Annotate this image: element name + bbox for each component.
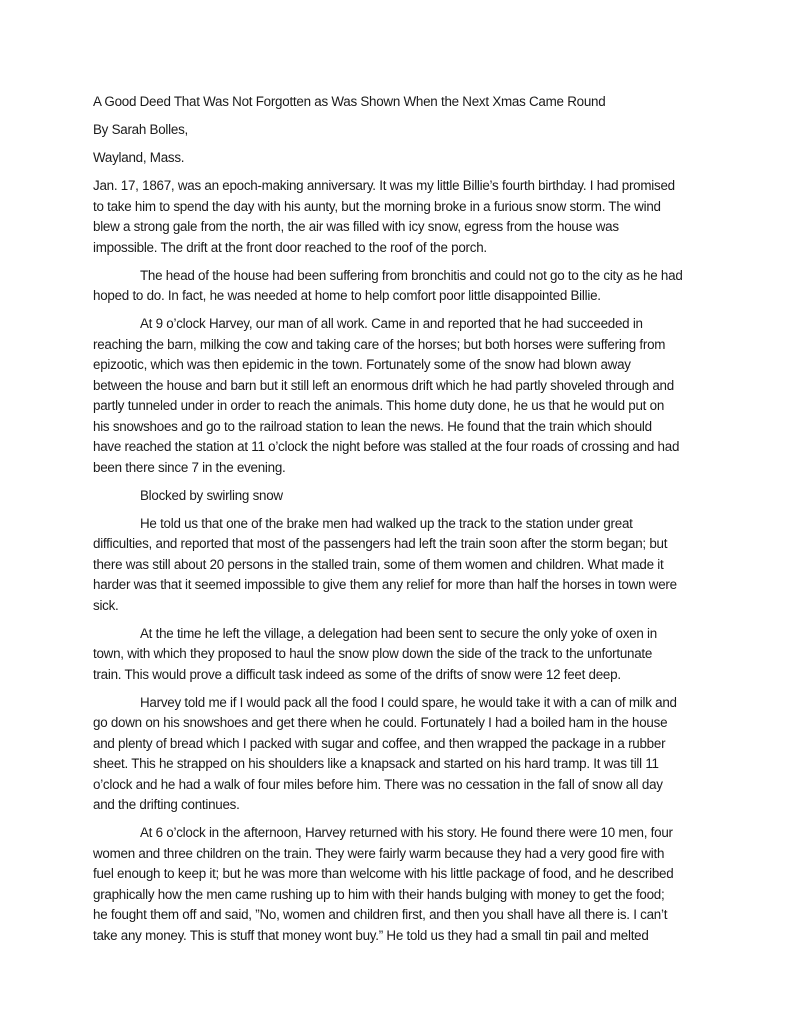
text-line: graphically how the men came rushing up to him with their hands bulging with money to get the food;	[93, 886, 665, 902]
text-line: sheet. This he strapped on his shoulders like a knapsack and started on his hard tramp. It was till 11	[93, 756, 659, 771]
paragraph	[93, 314, 703, 478]
byline: By Sarah Bolles,	[93, 122, 188, 137]
paragraph	[93, 266, 703, 307]
paragraph	[93, 823, 703, 946]
text-line: Harvey told me if I would pack all the food I could spare, he would take it with a can of milk and	[140, 694, 677, 710]
text-line: there was still about 20 persons in the stalled train, some of them women and children. What made it	[93, 556, 664, 572]
text-line: blew a strong gale from the north, the air was filled with icy snow, egress from the house was	[93, 219, 619, 234]
paragraph	[93, 176, 703, 258]
text-line: fuel enough to keep it; but he was more than welcome with his little package of food, and he described	[93, 866, 674, 881]
paragraph	[93, 624, 703, 686]
text-line: epizootic, which was then epidemic in the town. Fortunately some of the snow had blown away	[93, 357, 631, 372]
text-line: impossible. The drift at the front door reached to the roof of the porch.	[93, 239, 487, 255]
text-line: have reached the station at 11 o’clock the night before was stalled at the four roads of crossing and had	[93, 439, 680, 454]
text-line: reaching the barn, milking the cow and taking care of the horses; but both horses were suffering from	[93, 336, 666, 352]
text-line: between the house and barn but it still left an enormous drift which he had partly shoveled through and	[93, 377, 674, 393]
text-line: o’clock and he had a walk of four miles before him. There was no cessation in the fall of snow all day	[93, 776, 663, 792]
text-line: harder was that it seemed impossible to give them any relief for more than half the horses in town were	[93, 577, 677, 592]
text-line: difficulties, and reported that most of the passengers had left the train soon after the storm began; but	[93, 536, 668, 551]
text-line: town, with which they proposed to haul the snow plow down the side of the track to the unfortunate	[93, 646, 653, 661]
text-line: The head of the house had been suffering from bronchitis and could not go to the city as he had	[140, 267, 683, 283]
text-line: At 6 o’clock in the afternoon, Harvey returned with his story. He found there were 10 men, four	[140, 825, 673, 840]
text-line: sick.	[93, 597, 119, 613]
text-line: partly tunneled under in order to reach the animals. This home duty done, he us that he would put on	[93, 398, 665, 413]
text-line: and the drifting continues.	[93, 797, 240, 812]
paragraph	[93, 514, 703, 617]
text-line: women and three children on the train. They were fairly warm because they had a very good fire with	[93, 845, 665, 861]
text-line: At 9 o’clock Harvey, our man of all work. Came in and reported that he had succeeded in	[140, 316, 643, 331]
paragraphs	[93, 176, 703, 946]
document-title: A Good Deed That Was Not Forgotten as Was Shown When the Next Xmas Came Round	[93, 94, 606, 109]
section-subheading	[93, 486, 703, 507]
text-line: he fought them off and said, ”No, women and children first, and then you shall have all there is. I can’t	[93, 907, 668, 922]
location-line: Wayland, Mass.	[93, 150, 185, 165]
text-line: and plenty of bread which I packed with sugar and coffee, and then wrapped the package in a rubber	[93, 735, 666, 751]
text-line: take any money. This is stuff that money wont buy.” He told us they had a small tin pail and melted	[93, 927, 649, 943]
text-line: been there since 7 in the evening.	[93, 459, 286, 475]
text-line: train. This would prove a difficult task indeed as some of the drifts of snow were 12 feet deep.	[93, 666, 621, 682]
text-line: At the time he left the village, a delegation had been sent to secure the only yoke of oxen in	[140, 625, 657, 641]
document-body	[93, 92, 703, 954]
text-line: Blocked by swirling snow	[140, 487, 283, 503]
text-line: his snowshoes and go to the railroad station to lean the news. He found that the train which should	[93, 418, 652, 434]
text-line: He told us that one of the brake men had walked up the track to the station under great	[140, 515, 633, 531]
text-line: to take him to spend the day with his aunty, but the morning broke in a furious snow storm. The wind	[93, 198, 661, 214]
text-line: Jan. 17, 1867, was an epoch-making anniversary. It was my little Billie’s fourth birthday. I had promised	[93, 178, 675, 193]
paragraph	[93, 693, 703, 816]
text-line: go down on his snowshoes and get there when he could. Fortunately I had a boiled ham in the house	[93, 715, 668, 730]
text-line: hoped to do. In fact, he was needed at home to help comfort poor little disappointed Billie.	[93, 288, 601, 303]
